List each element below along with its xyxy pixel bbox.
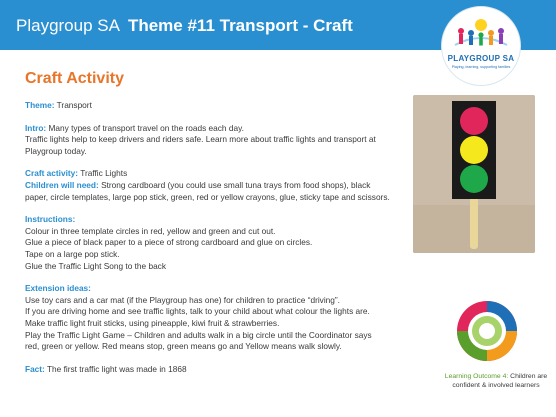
craft-activity-label: Craft activity: — [25, 168, 79, 179]
traffic-light-craft-image — [413, 95, 535, 253]
fact-line — [25, 364, 410, 376]
extension-line: If you are driving home and see traffic lights, talk to your child about what colour the lights are. — [25, 306, 370, 317]
fact-label: Fact: — [25, 363, 45, 374]
header-title — [16, 16, 353, 36]
traffic-light-craft-photo — [413, 95, 535, 253]
instructions-label: Instructions: — [25, 214, 76, 225]
learning-outcome-label: Learning Outcome 4: — [444, 373, 509, 380]
theme-value: Transport — [56, 100, 92, 110]
learning-outcome-text-1: Children are — [510, 373, 548, 380]
header-org: Playgroup SA — [16, 16, 120, 35]
playgroup-sa-logo — [441, 6, 521, 86]
theme-label: Theme: — [25, 100, 55, 110]
craft-activity-value: Traffic Lights — [80, 168, 128, 179]
extension-line: Make traffic light fruit sticks, using pineapple, kiwi fruit & strawberries. — [25, 317, 280, 328]
children-need-text-1: Strong cardboard (you could use small tuna trays from food shops), black — [101, 179, 371, 190]
children-need-line-2: paper, circle templates, large pop stick, green, red or yellow crayons, glue, sticky tape and scissors. — [25, 191, 390, 202]
instruction-step: Tape on a large pop stick. — [25, 248, 120, 259]
craft-activity-line — [25, 168, 410, 180]
learning-outcomes-wheel — [456, 300, 518, 362]
activity-content — [25, 100, 410, 375]
fact-value: The first traffic light was made in 1868 — [46, 363, 187, 374]
intro-line-2: Traffic lights help to keep drivers and riders safe. Learn more about traffic lights and transport at — [25, 134, 376, 145]
extension-line: Use toy cars and a car mat (if the Playgroup has one) for children to practice “driving”. — [25, 294, 340, 305]
children-need-line-1 — [25, 180, 410, 192]
intro-label: Intro: — [25, 122, 47, 133]
extension-label: Extension ideas: — [25, 283, 91, 294]
header-theme: Theme #11 Transport - Craft — [127, 16, 353, 35]
children-need-label: Children will need: — [25, 179, 99, 190]
logo-tagline: Playing, learning, supporting families — [451, 65, 511, 69]
theme-line — [25, 100, 410, 112]
extension-line: Play the Traffic Light Game – Children and adults walk in a big circle until the Coordinator says — [25, 329, 372, 340]
family-figures-icon — [451, 17, 511, 51]
intro-line-1 — [25, 123, 410, 135]
learning-outcome-caption — [440, 373, 552, 390]
extension-line: red, green or yellow. Red means stop, green means go and Yellow means walk slowly. — [25, 341, 342, 352]
instruction-step: Colour in three template circles in red, yellow and green and cut out. — [25, 225, 276, 236]
learning-outcome-text-2: confident & involved learners — [452, 381, 540, 389]
logo-name: PLAYGROUP SA — [447, 54, 515, 63]
instruction-step: Glue the Traffic Light Song to the back — [25, 260, 166, 271]
intro-line-3: Playgroup today. — [25, 145, 87, 156]
intro-text-1: Many types of transport travel on the roads each day. — [48, 122, 244, 133]
page-title: Craft Activity — [25, 70, 124, 87]
instruction-step: Glue a piece of black paper to a piece of strong cardboard and glue on circles. — [25, 237, 313, 248]
